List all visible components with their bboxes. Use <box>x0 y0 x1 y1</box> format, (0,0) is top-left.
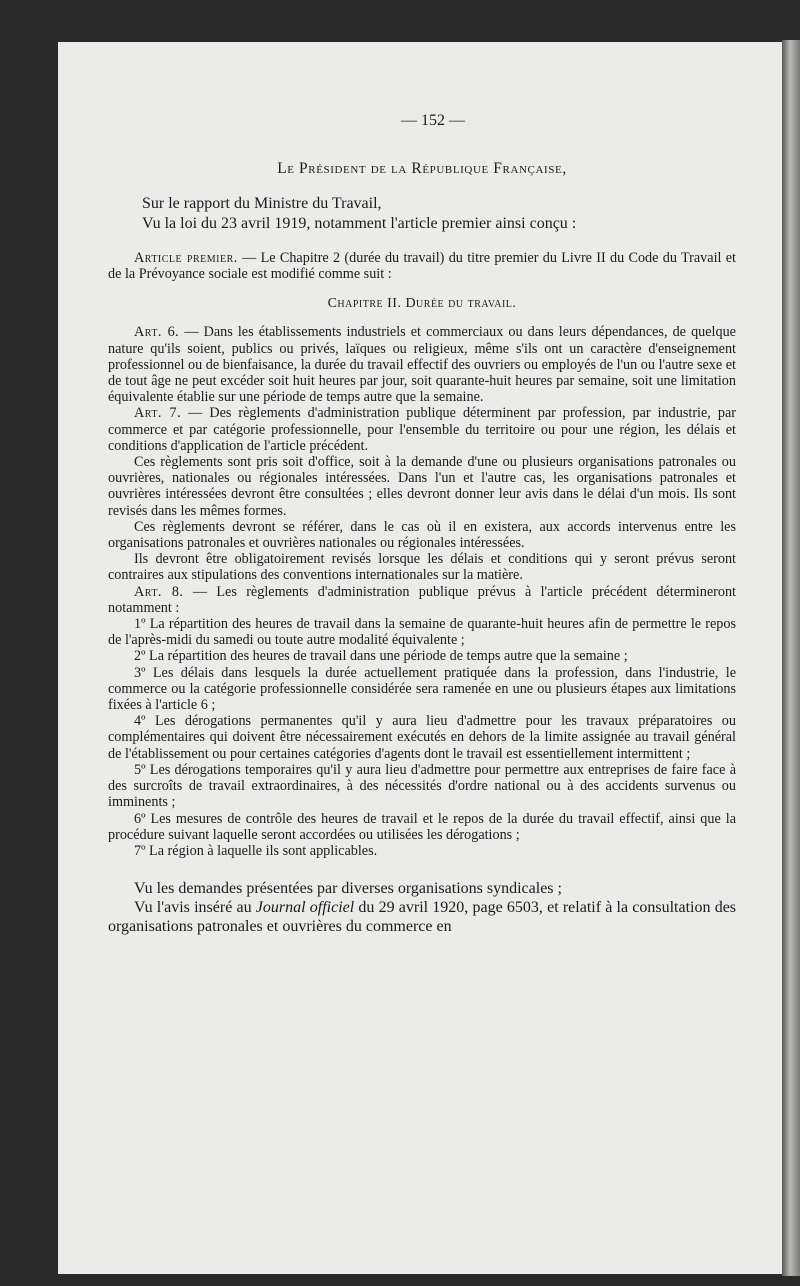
intro-block <box>108 194 736 234</box>
article-text: — Dans les établissements industriels et commerciaux ou dans leurs dépendances, de quelque nature qu'ils soient, publics ou privés, laïques ou religieux, même s'ils ont un caractère d'enseignement professionnel ou de bienfaisance, la durée du travail effectif des ouvriers ou employés de l'un ou l'autre sexe et de tout âge ne peut excéder soit huit heures par jour, soit quarante-huit heures par semaine, soit une limitation équivalente établie sur une période de temps autre que la semaine. <box>108 324 736 406</box>
article-8 <box>108 584 736 859</box>
article-label: Article premier. <box>134 250 238 266</box>
closing-line: Vu l'avis inséré au Journal officiel du 29 avril 1920, page 6503, et relatif à la consultation des organisations patronales et ouvrières du commerce en <box>108 899 737 936</box>
article-text: — Des règlements d'administration publique déterminent par profession, par industrie, par commerce et par catégorie professionnelle, pour l'ensemble du territoire ou pour une région, les délais et conditions d'application de l'article précédent. <box>108 405 736 454</box>
article-text: — Le Chapitre 2 (durée du travail) du titre premier du Livre II du Code du Travail et de la Prévoyance sociale est modifié comme suit : <box>108 250 736 283</box>
journal-title: Journal officiel <box>255 899 355 917</box>
book-spine-edge <box>782 40 800 1276</box>
intro-line: Sur le rapport du Ministre du Travail, <box>142 195 382 212</box>
article-label: Art. 6. <box>134 324 180 341</box>
article-premier <box>108 250 736 282</box>
article-item: 1º La répartition des heures de travail dans la semaine de quarante-huit heures afin de permettre le repos de l'après-midi du samedi ou toute autre modalité équivalente ; <box>108 616 736 649</box>
document-heading: Le Président de la République Française, <box>277 160 567 177</box>
article-paragraph: Ils devront être obligatoirement revisés lorsque les délais et conditions qui y seront prévus seront contraires aux stipulations des conventions internationales sur la matière. <box>108 551 736 584</box>
article-item: 6º Les mesures de contrôle des heures de travail et le repos de la durée du travail effectif, ainsi que la procédure suivant laquelle seront accordées ou utilisées les dérogations ; <box>108 810 736 843</box>
article-item: 3º Les délais dans lesquels la durée actuellement pratiquée dans la profession, dans l'industrie, le commerce ou la catégorie professionnelle considérée sera ramenée en une ou plusieurs étapes aux limitations fixées à l'article 6 ; <box>108 664 736 714</box>
article-6 <box>108 324 736 405</box>
closing-line: Vu les demandes présentées par diverses organisations syndicales ; <box>134 880 562 898</box>
article-7 <box>108 405 736 583</box>
article-label: Art. 7. <box>134 405 182 422</box>
article-item: 5º Les dérogations temporaires qu'il y aura lieu d'admettre pour permettre aux entreprises de faire face à des surcroîts de travail extraordinaires, à des nécessités d'ordre national ou à des accidents survenus ou imminents ; <box>108 761 736 811</box>
article-text: — Les règlements d'administration publique prévus à l'article précédent détermineront notamment : <box>108 583 736 616</box>
intro-line: Vu la loi du 23 avril 1919, notamment l'article premier ainsi conçu : <box>142 215 577 232</box>
closing-block <box>108 879 736 936</box>
article-item: 7º La région à laquelle ils sont applicables. <box>134 842 378 859</box>
page-number: — 152 — <box>401 112 465 129</box>
chapter-title: Chapitre II. Durée du travail. <box>327 296 517 312</box>
article-label: Art. 8. <box>134 583 184 600</box>
article-item: 4º Les dérogations permanentes qu'il y aura lieu d'admettre pour les travaux préparatoires ou complémentaires qui doivent être nécessairement exécutés en dehors de la limite assignée au travail général de l'établissement ou pour certaines catégories d'agents dont le travail est essentiellement intermittent ; <box>108 713 736 762</box>
article-item: 2º La répartition des heures de travail dans une période de temps autre que la semaine ; <box>134 648 628 665</box>
article-paragraph: Ces règlements sont pris soit d'office, soit à la demande d'une ou plusieurs organisations patronales ou ouvrières, nationales ou régionales intéressées. Dans l'un et l'autre cas, les organisations patronales et ouvrières intéressées devront être consultées ; elles devront donner leur avis dans le délai d'un mois. Ils sont revisés dans les mêmes formes. <box>108 454 736 519</box>
page-content <box>108 112 736 936</box>
article-paragraph: Ces règlements devront se référer, dans le cas où il en existera, aux accords intervenus entre les organisations patronales et ouvrières nationales ou régionales intéressées. <box>108 518 736 552</box>
